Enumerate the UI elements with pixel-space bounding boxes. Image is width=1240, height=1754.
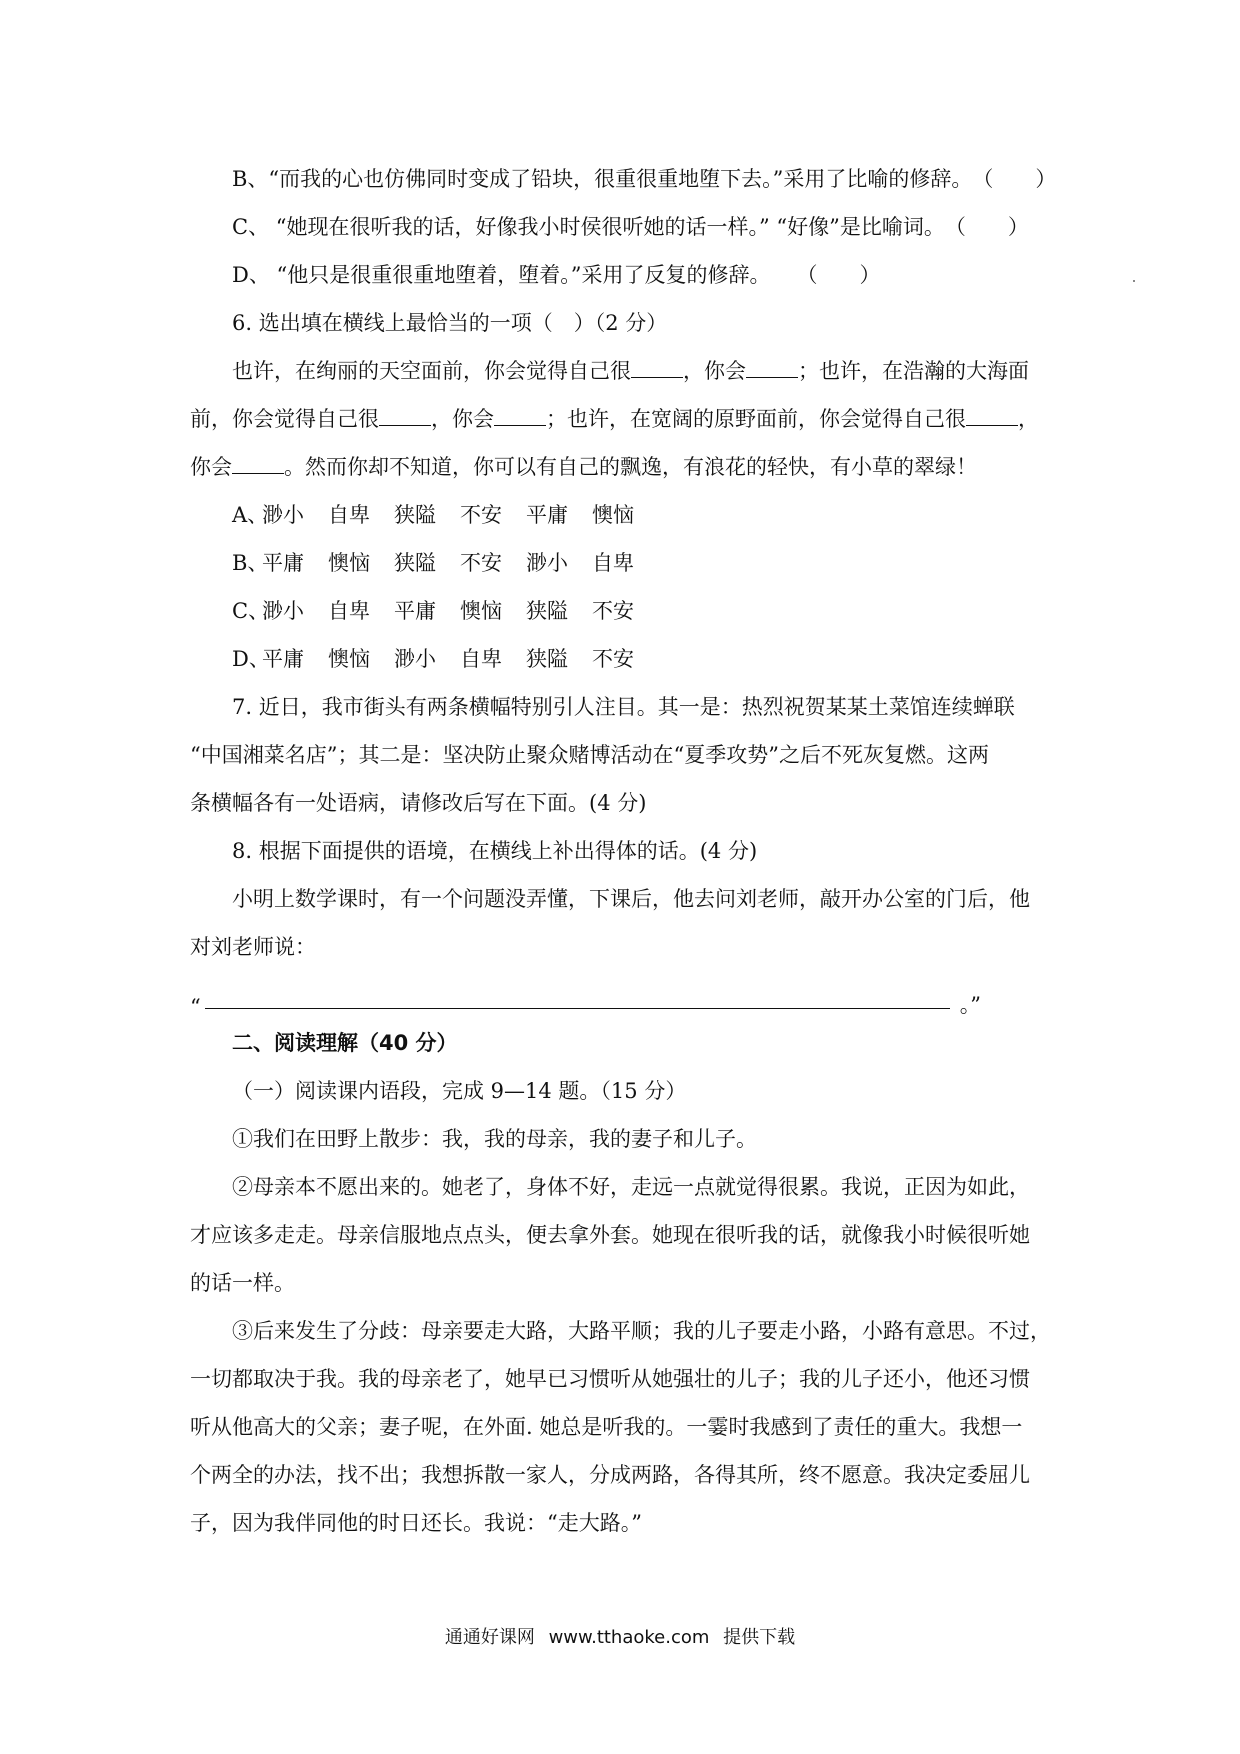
q6-passage-line-3: 你会 。然而你却不知道，你可以有自己的飘逸，有浪花的轻快，有小草的翠绿！ <box>190 455 977 479</box>
section-2-subtitle: （一）阅读课内语段，完成 9—14 题。（15 分） <box>232 1079 687 1103</box>
fill-blank <box>631 357 683 378</box>
passage-paragraph-2-line-1: ②母亲本不愿出来的。她老了，身体不好，走远一点就觉得很累。我说，正因为如此， <box>232 1175 1030 1199</box>
footer-site-name: 通通好课网 <box>444 1627 535 1648</box>
footer-url[interactable]: www.tthaoke.com <box>548 1627 710 1648</box>
answer-paren: （ ） <box>796 263 881 287</box>
footer-action: 提供下载 <box>723 1627 796 1648</box>
passage-paragraph-3-line-1: ③后来发生了分歧：母亲要走大路，大路平顺；我的儿子要走小路，小路有意思。不过， <box>232 1319 1051 1343</box>
q5-option-c: C、 “她现在很听我的话，好像我小时侯很听她的话一样。” “好像”是比喻词。（ ） <box>190 203 1060 251</box>
q7-line-1: 7. 近日，我市街头有两条横幅特别引人注目。其一是：热烈祝贺某某土菜馆连续蝉联 <box>232 695 1015 719</box>
scan-speck <box>1133 280 1135 282</box>
passage-paragraph-3-line-3: 听从他高大的父亲；妻子呢，在外面. 她总是听我的。一霎时我感到了责任的重大。我想一 <box>190 1415 1023 1439</box>
q8-context-line-1: 小明上数学课时，有一个问题没弄懂，下课后，他去问刘老师，敲开办公室的门后，他 <box>232 887 1030 911</box>
answer-rule <box>205 978 950 1009</box>
q5-option-b: B、“而我的心也仿佛同时变成了铅块，很重很重地堕下去。”采用了比喻的修辞。（ ） <box>190 155 1060 203</box>
section-2-title: 二、阅读理解（40 分） <box>232 1031 458 1055</box>
q6-passage-line-1: 也许，在绚丽的天空面前，你会觉得自己很 ，你会 ；也许，在浩瀚的大海面 <box>232 359 1029 383</box>
fill-blank <box>494 405 546 426</box>
q6-option-b: B、 平庸 懊恼 狭隘 不安 渺小 自卑 <box>232 551 634 575</box>
passage-paragraph-1: ①我们在田野上散步：我，我的母亲，我的妻子和儿子。 <box>232 1127 757 1151</box>
passage-paragraph-3-line-5: 子，因为我伴同他的时日还长。我说：“走大路。” <box>190 1511 642 1535</box>
answer-paren: （ ） <box>972 167 1057 191</box>
fill-blank <box>379 405 431 426</box>
q8-stem: 8. 根据下面提供的语境，在横线上补出得体的话。(4 分) <box>232 839 758 863</box>
q7-line-3: 条横幅各有一处语病，请修改后写在下面。(4 分) <box>190 791 647 815</box>
passage-paragraph-3-line-4: 个两全的办法，找不出；我想拆散一家人，分成两路，各得其所，终不愿意。我决定委屈儿 <box>190 1463 1030 1487</box>
q8-context-line-2: 对刘老师说： <box>190 935 316 959</box>
q6-option-d: D、 平庸 懊恼 渺小 自卑 狭隘 不安 <box>232 647 634 671</box>
q6-option-a: A、 渺小 自卑 狭隘 不安 平庸 懊恼 <box>232 503 634 527</box>
q7-line-2: “中国湘菜名店”；其二是：坚决防止聚众赌博活动在“夏季攻势”之后不死灰复燃。这两 <box>190 743 989 767</box>
passage-paragraph-3-line-2: 一切都取决于我。我的母亲老了，她早已习惯听从她强壮的儿子；我的儿子还小，他还习惯 <box>190 1367 1030 1391</box>
passage-paragraph-2-line-3: 的话一样。 <box>190 1271 295 1295</box>
q6-passage-line-2: 前，你会觉得自己很 ，你会 ；也许，在宽阔的原野面前，你会觉得自己很 ， <box>190 407 1039 431</box>
close-quote: 。” <box>959 993 981 1017</box>
fill-blank <box>232 453 284 474</box>
answer-paren: （ ） <box>944 215 1029 239</box>
q5-option-d: D、 “他只是很重很重地堕着，堕着。”采用了反复的修辞。 （ ） <box>190 251 1060 299</box>
page-content <box>190 155 1060 1547</box>
q6-option-c: C、 渺小 自卑 平庸 懊恼 狭隘 不安 <box>232 599 634 623</box>
open-quote: “ <box>190 995 201 1019</box>
passage-paragraph-2-line-2: 才应该多走走。母亲信服地点点头，便去拿外套。她现在很听我的话，就像我小时候很听她 <box>190 1223 1030 1247</box>
fill-blank <box>966 405 1018 426</box>
q6-stem: 6. 选出填在横线上最恰当的一项（ ）（2 分） <box>232 311 668 335</box>
fill-blank <box>746 357 798 378</box>
q8-answer-line <box>190 971 1060 1019</box>
page-footer <box>0 1623 1240 1649</box>
